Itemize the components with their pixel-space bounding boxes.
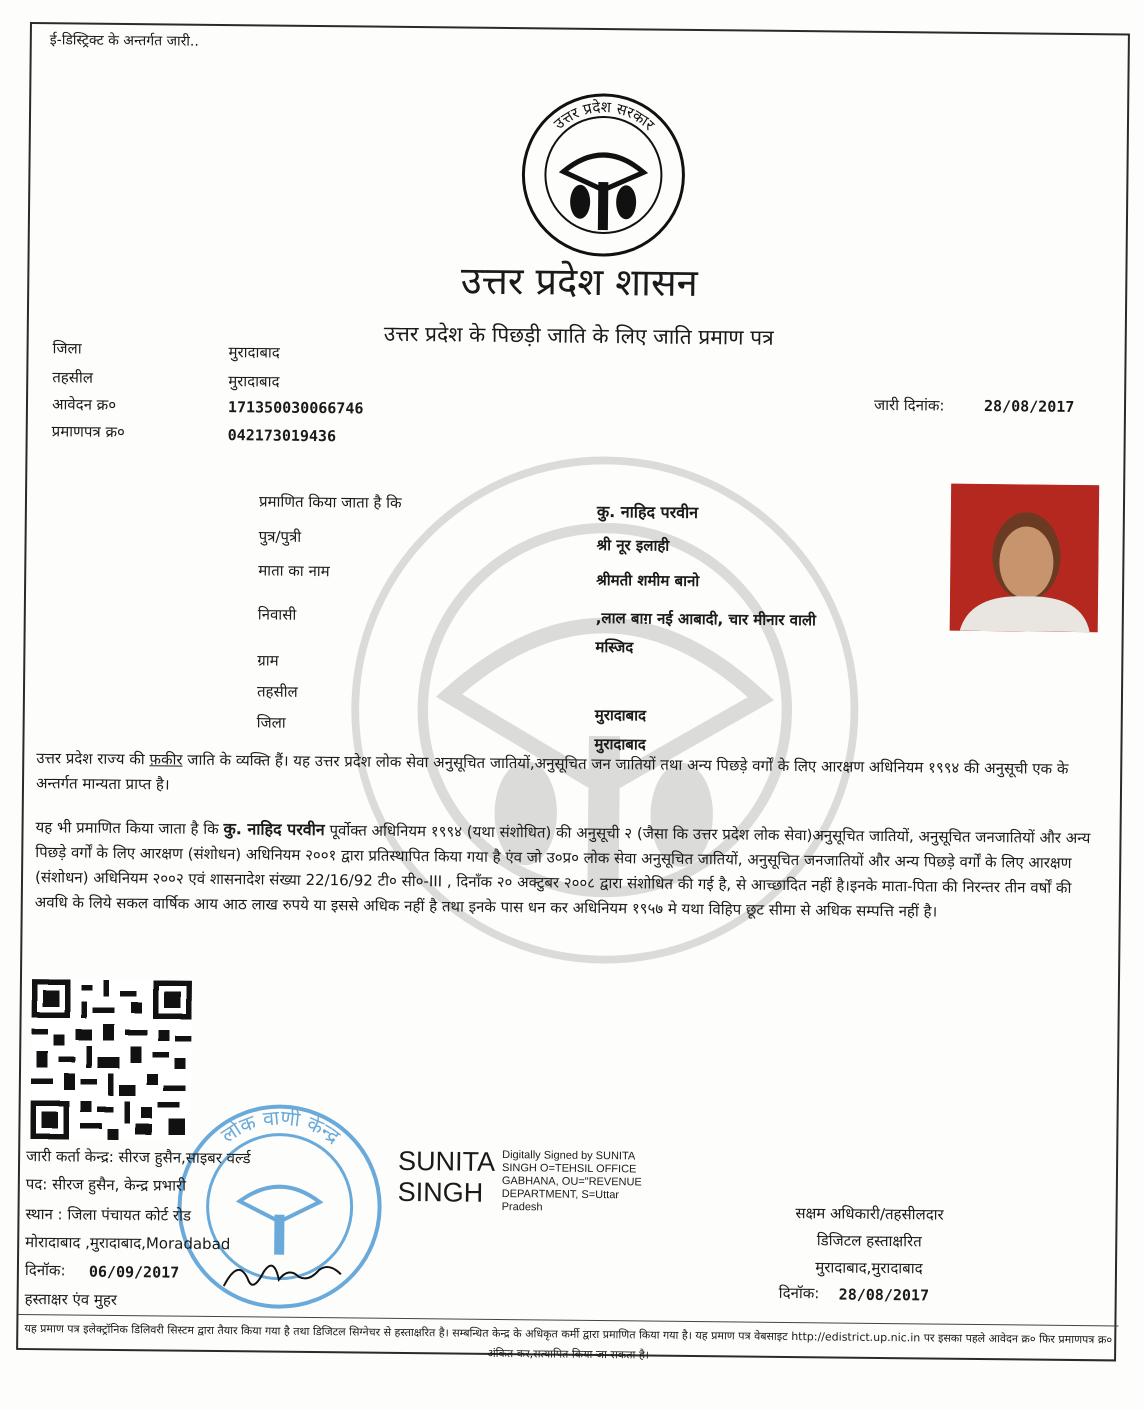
qr-code [30, 979, 192, 1141]
issuer-center: जारी कर्ता केन्द्र: सीरज हुसैन,साइबर वर्ल्ड [26, 1147, 251, 1168]
issuer-date: 06/09/2017 [88, 1262, 180, 1282]
footer-note: यह प्रमाण पत्र इलेक्ट्रॉनिक डिलिवरी सिस्टम द्वारा तैयार किया गया है तथा डिजिटल सिग्नेचर से हस्ताक्षरित है। सम्बन्धित केन्द्र के अधिकृत कर्मी द्वारा प्रमाणित किया गया है। यह प्रमाण पत्र वेबसाइट http://edistrict.up.nic.in पर इसका पहले आवेदन क्र० फिर प्रमाणपत्र क्र० अंकित कर,सत्यापित किया जा सकता है। [18, 1314, 1118, 1371]
handwritten-signature [219, 1251, 349, 1297]
application-number: 171350030066746 [227, 398, 364, 418]
digital-signature-details: Digitally Signed by SUNITA SINGH O=TEHSIL OFFICE GABHANA, OU="REVENUE DEPARTMENT, S=Uttar Pradesh [501, 1149, 642, 1214]
parent-name: श्री नूर इलाही [596, 535, 670, 555]
income-paragraph: यह भी प्रमाणित किया जाता है कि कु. नाहिद परवीन पूर्वोक्त अधिनियम १९९४ (यथा संशोधित) की अनुसूची २ (जैसा कि उत्तर प्रदेश लोक सेवा)अनुसूचित जातियों, अनुसूचित जनजातियों और अन्य पिछड़े वर्गों के लिए आरक्षण (संशोधन) अधिनियम २००१ द्वारा प्रतिस्थापित किया गया है एंव जो उ०प्र० लोक सेवा अनुसूचित जातियों, अनुसूचित जनजातियों और अन्य पिछड़े वर्गों के लिए आरक्षण (संशोधन) अधिनियम २००२ एवं शासनादेश संख्या 22/16/92 टी० सी०-III , दिनाँक २० अक्टुबर २००८ द्वारा संशोधित की गई है, से आच्छादित नहीं है।इनके माता-पिता की निरन्तर तीन वर्षों की अवधि के लिये सकल वार्षिक आय आठ लाख रुपये या इससे अधिक नहीं है तथा इनके पास धन कर अधिनियम १९५७ मे यथा विहिप छूट सीमा से अधिक सम्पत्ति नहीं है। [34, 818, 1091, 921]
issuer-sign-label: हस्ताक्षर एंव मुहर [24, 1290, 118, 1309]
issuer-date-label: दिनॉक: [24, 1261, 66, 1280]
page-subtitle: उत्तर प्रदेश के पिछड़ी जाति के लिए जाति प्रमाण पत्र [383, 321, 774, 350]
authority-lines: सक्षम अधिकारी/तहसीलदार डिजिटल हस्ताक्षरित मुरादाबाद,मुरादाबाद [795, 1204, 944, 1278]
resident-label: निवासी [257, 605, 297, 624]
person-name: कु. नाहिद परवीन [596, 501, 699, 523]
mother-label: माता का नाम [258, 561, 330, 581]
emblem-ring-text: उत्तर प्रदेश सरकार [550, 97, 659, 134]
issuer-place: स्थान : जिला पंचायत कोर्ट रोड [25, 1205, 192, 1225]
issue-date: 28/08/2017 [983, 397, 1075, 416]
svg-text:लोक वाणी केन्द्र [216, 1105, 345, 1149]
tehsil-value: मुरादाबाद [228, 372, 280, 391]
paragraph-person-name: कु. नाहिद परवीन [223, 819, 325, 840]
digital-signature-name: SUNITA SINGH [397, 1145, 496, 1208]
person-district-label: जिला [256, 713, 286, 732]
authority-date-label: दिनॉक: [778, 1283, 820, 1303]
certificate-page [16, 22, 1130, 1361]
caste-name: फ़कीर [149, 750, 183, 769]
header-note: ई-डिस्ट्रिक्ट के अन्तर्गत जारी.. [49, 32, 199, 50]
district-value: मुरादाबाद [228, 343, 280, 362]
issue-date-label: जारी दिनांक: [873, 395, 945, 415]
page-title: उत्तर प्रदेश शासन [460, 258, 698, 306]
up-government-emblem [518, 89, 690, 261]
certified-label: प्रमाणित किया जाता है कि [258, 492, 402, 512]
applicant-photo [950, 484, 1100, 633]
person-tehsil-value: मुरादाबाद [594, 705, 647, 725]
parent-label: पुत्र/पुत्री [258, 527, 302, 546]
issuer-city: मोरादाबाद ,मुरादाबाद,Moradabad [25, 1233, 231, 1254]
tehsil-label: तहसील [52, 368, 94, 387]
person-district-value: मुरादाबाद [594, 734, 646, 754]
certificate-label: प्रमाणपत्र क्र० [51, 422, 125, 442]
certificate-number: 042173019436 [227, 426, 337, 446]
application-label: आवेदन क्र० [51, 395, 117, 414]
village-label: ग्राम [257, 651, 279, 670]
resident-address-line2: मस्जिद [595, 637, 634, 657]
issuer-post: पद: सीरज हुसैन, केन्द्र प्रभारी [25, 1175, 187, 1195]
resident-address-line1: ,लाल बाग़ नई आबादी, चार मीनार वाली [595, 608, 817, 630]
district-label: जिला [52, 339, 82, 358]
stamp-text: लोक वाणी केन्द्र [216, 1105, 345, 1149]
caste-paragraph: उत्तर प्रदेश राज्य की फ़कीर जाति के व्यक्ति हैं। यह उत्तर प्रदेश लोक सेवा अनुसूचित जातियों,अनुसूचित जन जातियों तथा अन्य पिछड़े वर्गों के लिए आरक्षण अधिनियम १९९४ की अनुसूची एक के अन्तर्गत मान्यता प्राप्त है। [35, 749, 1069, 794]
authority-date: 28/08/2017 [838, 1285, 930, 1305]
mother-name: श्रीमती शमीम बानो [596, 570, 700, 591]
person-tehsil-label: तहसील [256, 682, 298, 701]
